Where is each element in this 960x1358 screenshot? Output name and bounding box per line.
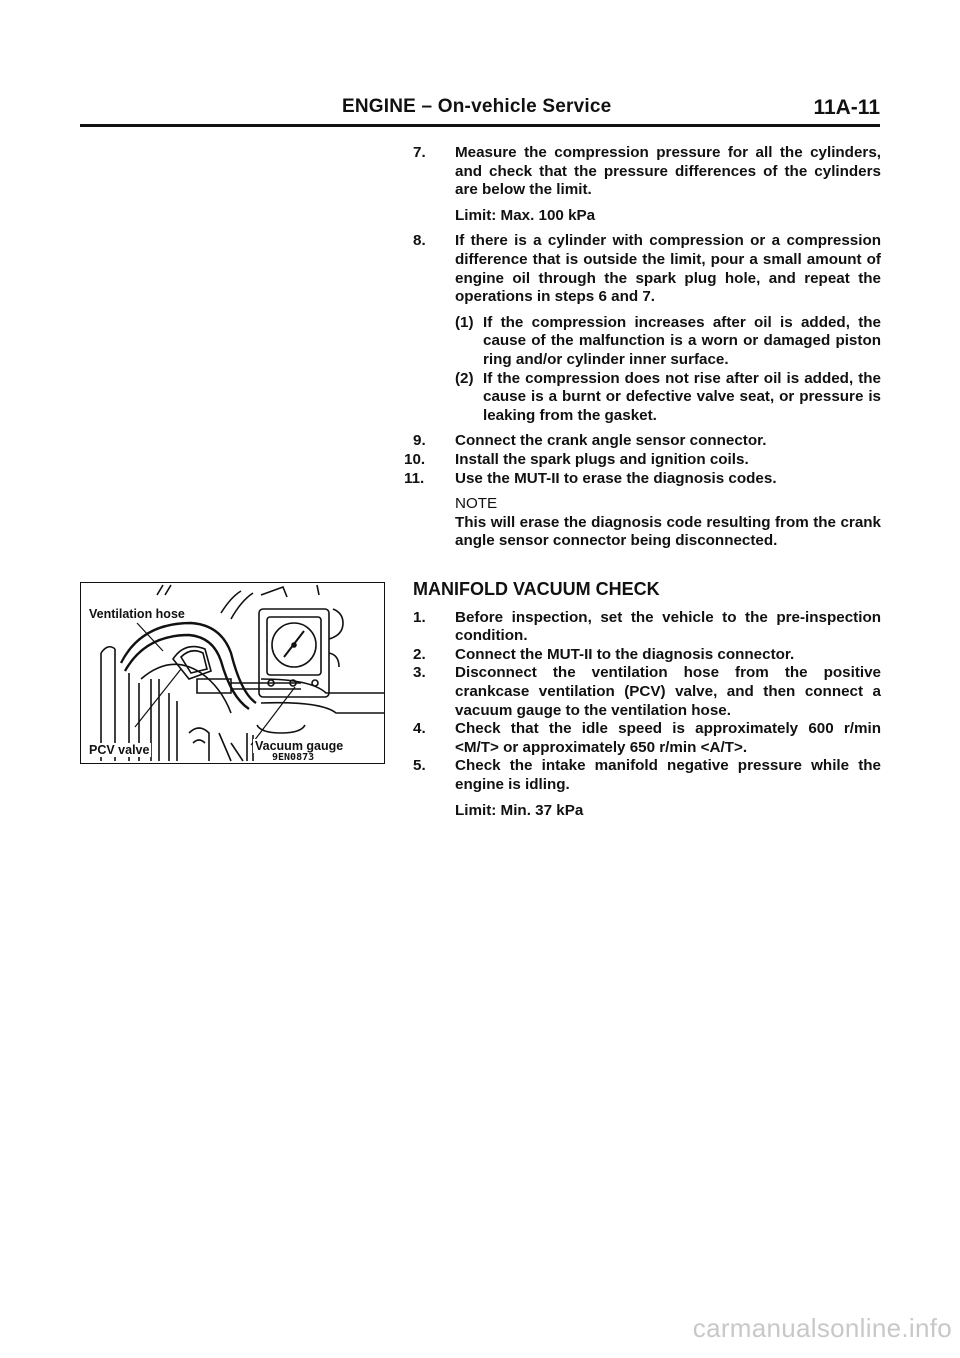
header-rule — [80, 124, 880, 127]
vacuum-check-section — [413, 580, 881, 820]
step-text: Use the MUT-II to erase the diagnosis codes. — [455, 469, 777, 487]
vacuum-gauge-figure — [80, 582, 385, 764]
label-pcv-valve: PCV valve — [89, 743, 150, 757]
vacuum-step-2 — [413, 646, 881, 665]
step-7 — [413, 144, 881, 200]
step-number: 11. — [404, 469, 425, 487]
step-text: Check the intake manifold negative pressure while the engine is idling. — [455, 757, 881, 793]
compression-limit: Limit: Max. 100 kPa — [455, 206, 596, 224]
step-number: 4. — [413, 720, 426, 738]
note-text: This will erase the diagnosis code resulting from the crank angle sensor connector being disconnected. — [455, 513, 881, 550]
step-number: 8. — [413, 232, 426, 250]
label-ventilation-hose: Ventilation hose — [89, 607, 185, 621]
label-vacuum-gauge: Vacuum gauge — [255, 739, 344, 753]
step-9 — [413, 432, 881, 451]
step-text: Connect the MUT-II to the diagnosis connector. — [455, 645, 795, 663]
substep-text: If the compression increases after oil is added, the cause of the malfunction is a worn or damaged piston ring and/or cylinder inner surface. — [483, 313, 881, 368]
vacuum-step-4 — [413, 720, 881, 757]
vacuum-step-3 — [413, 664, 881, 720]
step-text: Connect the crank angle sensor connector. — [455, 432, 767, 450]
step-text: Disconnect the ventilation hose from the positive crankcase ventilation (PCV) valve, and then connect a vacuum gauge to the ventilation hose. — [455, 664, 881, 719]
vacuum-step-5 — [413, 757, 881, 794]
page-number: 11A-11 — [813, 96, 880, 119]
substep-1 — [413, 314, 881, 370]
page-header — [80, 96, 880, 128]
step-8 — [413, 232, 881, 306]
step-number: 10. — [404, 450, 426, 468]
substep-number: (1) — [455, 313, 474, 331]
note-label: NOTE — [455, 495, 498, 513]
vacuum-step-1 — [413, 609, 881, 646]
section-heading: MANIFOLD VACUUM CHECK — [413, 579, 660, 599]
step-number: 9. — [413, 432, 426, 450]
substep-text: If the compression does not rise after oil is added, the cause is a burnt or defective valve seat, or pressure is leaking from the gasket. — [483, 369, 881, 424]
step-number: 2. — [413, 645, 426, 663]
page-title: ENGINE – On-vehicle Service — [342, 96, 612, 117]
step-text: Before inspection, set the vehicle to the pre-inspection condition. — [455, 608, 881, 645]
step-text: If there is a cylinder with compression or a compression difference that is outside the limit, pour a small amount of engine oil through the spark plug hole, and repeat the operations in steps 6 and 7. — [455, 232, 881, 306]
step-text: Measure the compression pressure for all the cylinders, and check that the pressure differences of the cylinders are below the limit. — [455, 144, 881, 199]
step-number: 7. — [413, 144, 426, 161]
compression-steps — [404, 144, 881, 551]
substep-2 — [413, 370, 881, 426]
step-10 — [404, 450, 881, 470]
figure-code: 9EN0873 — [272, 752, 315, 763]
step-text: Install the spark plugs and ignition coils. — [455, 450, 749, 468]
step-text: Check that the idle speed is approximately 600 r/min <M/T> or approximately 650 r/min <A/T>. — [455, 720, 881, 756]
watermark: carmanualsonline.info — [692, 1313, 952, 1343]
step-11 — [404, 469, 881, 489]
step-number: 1. — [413, 608, 426, 626]
vacuum-limit: Limit: Min. 37 kPa — [455, 801, 584, 819]
step-number: 3. — [413, 664, 426, 682]
step-number: 5. — [413, 757, 426, 775]
substep-number: (2) — [455, 369, 474, 387]
